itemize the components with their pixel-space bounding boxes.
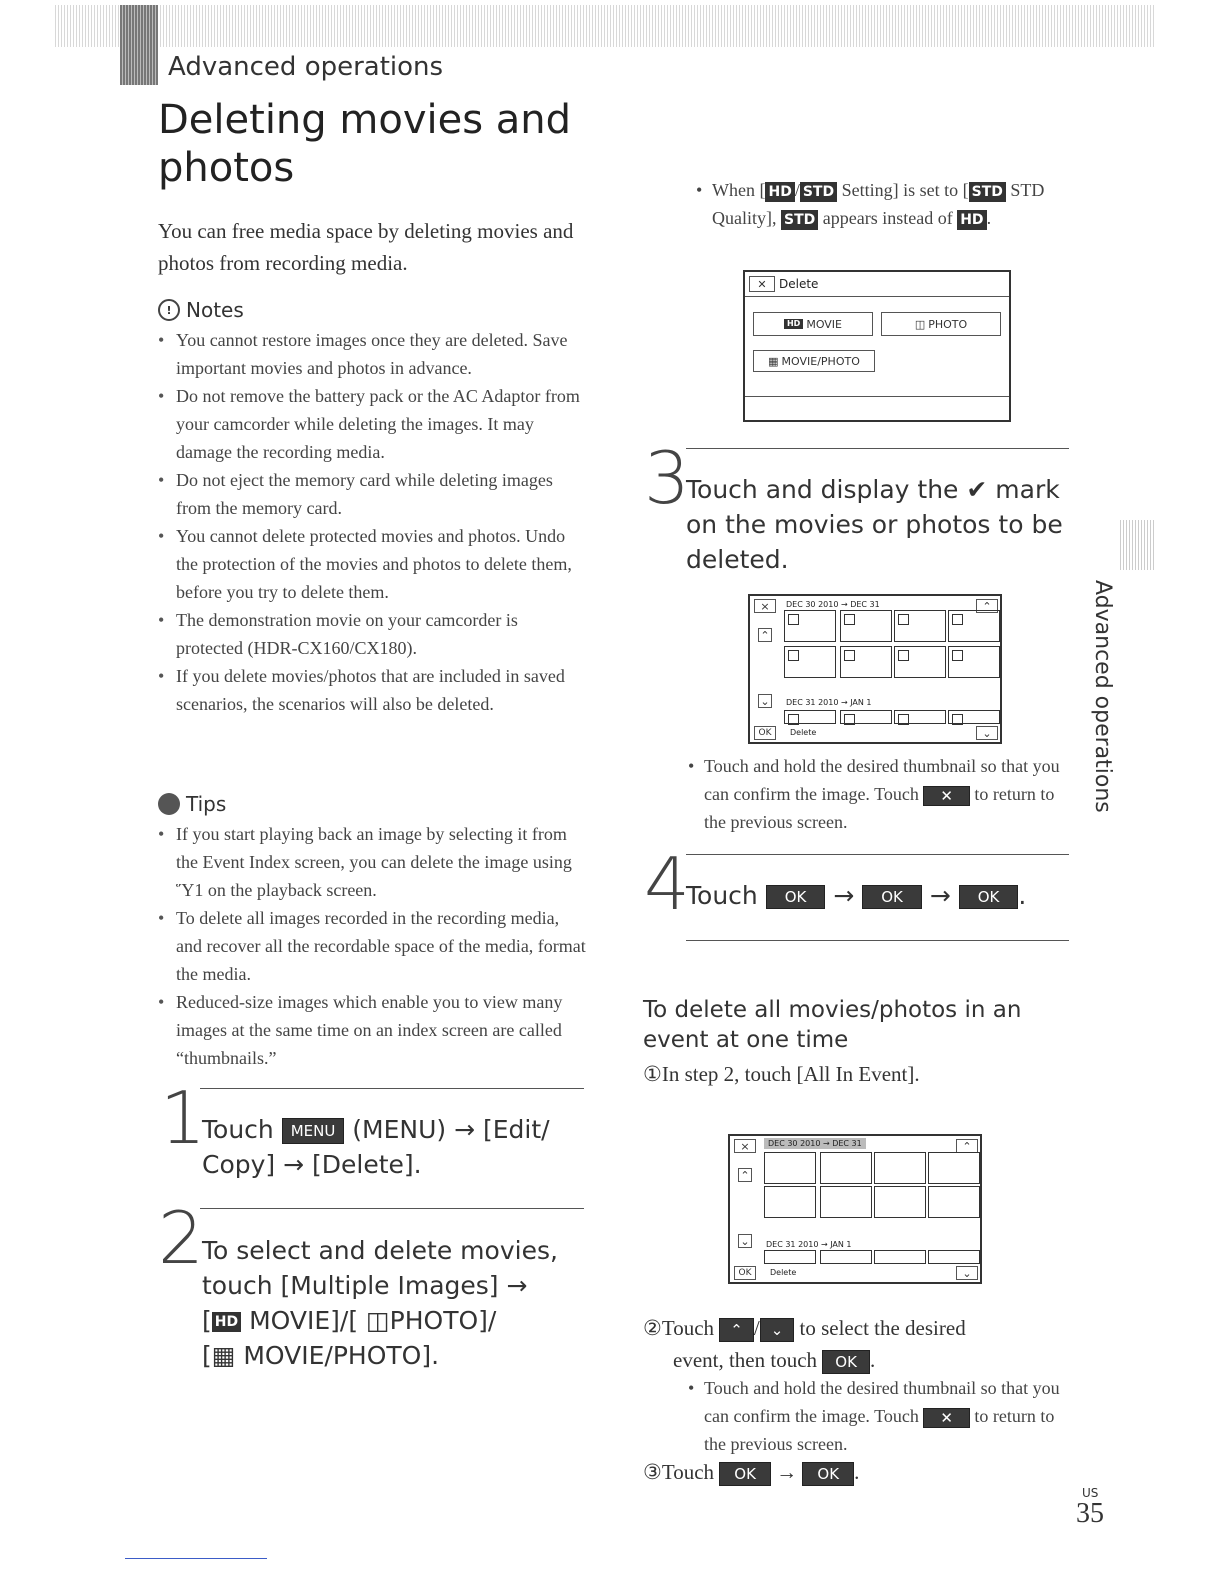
next-event-button[interactable]: ⌄ (738, 1234, 752, 1248)
notes-list (158, 326, 588, 718)
thumbnail[interactable] (948, 646, 1000, 678)
thumbnail[interactable] (894, 610, 946, 642)
header-band (55, 5, 1155, 47)
step4-rule (686, 854, 1069, 855)
page-title: Deleting movies and photos (158, 97, 572, 191)
scroll-up-button[interactable]: ⌃ (976, 599, 998, 613)
delete-label: Delete (790, 728, 817, 737)
footer-line (125, 1558, 267, 1559)
tip-item: • To delete all images recorded in the recording media, and recover all the recordable space of the media, format the media. (158, 904, 588, 988)
thumbnail[interactable] (784, 610, 836, 642)
date-range-1: DEC 30 2010 → DEC 31 (786, 600, 880, 609)
ok-button[interactable]: OK (734, 1266, 756, 1280)
side-tab-marker (1120, 520, 1154, 570)
tip-item: • If you start playing back an image by selecting it from the Event Index screen, you can delete the image using Ὕ1 on the playback screen. (158, 820, 588, 904)
thumbnail (874, 1152, 926, 1184)
event-note-a: Touch and hold the desired thumbnail so that you can confirm the image. Touch (704, 1378, 1060, 1426)
thumbnail (874, 1186, 926, 1218)
arrow: → (833, 881, 855, 910)
side-label-text: Advanced operations (1090, 580, 1115, 813)
tip-item: • Reduced-size images which enable you to view many images at the same time on an index screen are called “thumbnails.” (158, 988, 588, 1072)
step2-text (202, 1233, 592, 1373)
event-step-2-note (688, 1374, 1074, 1458)
step1-rule (200, 1088, 584, 1089)
std-note-f: appears (822, 208, 878, 228)
step2-rule (200, 1208, 584, 1209)
hd-icon: HD (957, 210, 986, 230)
prev-event-button[interactable]: ⌃ (738, 1168, 752, 1182)
event-date-range-1[interactable]: DEC 30 2010 → DEC 31 (764, 1138, 866, 1149)
thumbnail (820, 1250, 872, 1264)
step1-number: 1 (160, 1076, 206, 1160)
slash: / (753, 1316, 760, 1340)
thumbnail[interactable] (784, 646, 836, 678)
ok-button[interactable]: OK (754, 726, 776, 740)
period: . (869, 1348, 876, 1372)
thumbnail (820, 1186, 872, 1218)
photo-icon: ◫ (366, 1306, 390, 1335)
movie-photo-icon: ▦ (768, 354, 779, 368)
step4-end-rule (686, 940, 1069, 941)
std-note-b: / (794, 180, 800, 200)
thumbnail[interactable] (840, 610, 892, 642)
notes-heading-label: Notes (186, 298, 244, 322)
tips-list (158, 820, 588, 1072)
up-button-icon: ⌃ (719, 1318, 754, 1342)
step2-line1: To select and delete movies, (202, 1236, 558, 1265)
thumbnail (928, 1186, 980, 1218)
step2-line3 (202, 1303, 592, 1338)
step1-post: (MENU) → [Edit/ Copy] → [Delete]. (202, 1115, 550, 1179)
note-item: • Do not remove the battery pack or the AC Adaptor from your camcorder while deleting the images. It may damage the recording media. (158, 382, 588, 466)
thumbnail (928, 1152, 980, 1184)
thumbnail (764, 1186, 816, 1218)
close-button[interactable]: ✕ (749, 276, 775, 292)
ok-button-icon: OK (719, 1462, 771, 1486)
close-button-icon: ✕ (923, 786, 970, 806)
std-note-c: Setting] is set to (841, 180, 959, 200)
photo-icon: ◫ (914, 317, 926, 331)
thumbnail[interactable] (840, 646, 892, 678)
std-note-e: STD Quality], (712, 180, 1045, 228)
delete-screen-title: Delete (779, 277, 819, 291)
ok-button-1[interactable]: OK (766, 885, 826, 909)
ok-button-2[interactable]: OK (862, 885, 922, 909)
photo-button[interactable] (881, 312, 1001, 336)
note-item: • If you delete movies/photos that are included in saved scenarios, the scenarios will also be deleted. (158, 662, 588, 718)
delete-screen (743, 270, 1011, 422)
step3-rule (686, 448, 1069, 449)
thumbnail (928, 1250, 980, 1264)
divider (745, 396, 1009, 397)
hd-icon: HD (765, 182, 794, 202)
divider (745, 296, 1009, 297)
thumbnail (764, 1250, 816, 1264)
step1-text (202, 1112, 582, 1182)
movie-photo-button[interactable] (753, 350, 875, 372)
step2-line2: touch [Multiple Images] → (202, 1271, 528, 1300)
step2-line4: [▦ MOVIE/PHOTO]. (202, 1341, 440, 1370)
step3-text: Touch and display the ✔ mark on the movies or photos to be deleted. (686, 475, 1063, 574)
step2-photo: PHOTO]/ (389, 1306, 497, 1335)
arrow: → (776, 1460, 798, 1484)
event-note-b: to return to the previous screen. (704, 1406, 1055, 1454)
thumbnail[interactable] (894, 710, 946, 724)
notes-heading (158, 298, 244, 322)
thumbnail[interactable] (948, 710, 1000, 724)
next-event-button[interactable]: ⌄ (758, 694, 772, 708)
movie-photo-label: MOVIE/PHOTO (781, 354, 860, 368)
ok-button-icon: OK (802, 1462, 854, 1486)
std-note-h: . (986, 208, 992, 228)
tips-heading (158, 792, 226, 816)
thumbnail[interactable] (948, 610, 1000, 642)
delete-screen-header (749, 276, 818, 292)
event-date-range-2: DEC 31 2010 → JAN 1 (766, 1240, 852, 1249)
movie-icon: HD (784, 319, 803, 329)
movie-button[interactable] (753, 312, 873, 336)
std-icon: STD (781, 210, 818, 230)
event-step-2 (643, 1312, 1063, 1376)
bullet: • (696, 180, 703, 200)
step3-number: 3 (644, 436, 690, 520)
note-item: • The demonstration movie on your camcorder is protected (HDR-CX160/CX180). (158, 606, 588, 662)
event-step-2-a: ②Touch (643, 1316, 715, 1340)
menu-button[interactable]: MENU (282, 1118, 345, 1144)
note-item: • Do not eject the memory card while deleting images from the memory card. (158, 466, 588, 522)
ok-button-icon: OK (822, 1350, 870, 1374)
std-note-d: [ (962, 180, 969, 200)
notes-icon: ! (158, 299, 180, 321)
tips-heading-label: Tips (186, 792, 227, 816)
tips-icon (158, 793, 180, 815)
step1-pre: Touch (202, 1115, 274, 1144)
close-button[interactable]: × (734, 1139, 756, 1153)
delete-label: Delete (770, 1268, 797, 1277)
close-button[interactable]: × (754, 599, 776, 613)
event-step-2-c: to select the desired (799, 1316, 966, 1340)
ok-button-3[interactable]: OK (959, 885, 1019, 909)
close-button-icon: ✕ (923, 1408, 970, 1428)
std-note-a: When [ (712, 180, 766, 200)
event-step-2-d: event, then touch (673, 1348, 818, 1372)
period: . (1018, 881, 1027, 910)
std-icon: STD (800, 182, 837, 202)
note-item: • You cannot delete protected movies and photos. Undo the protection of the movies and photos to delete them, before you try to delete them. (158, 522, 588, 606)
thumbnail[interactable] (784, 710, 836, 724)
side-label (1085, 580, 1125, 813)
event-step-2-line2 (643, 1344, 1063, 1376)
step4-pre: Touch (686, 881, 758, 910)
std-icon: STD (969, 182, 1006, 202)
scroll-down-button[interactable]: ⌄ (956, 1266, 978, 1280)
intro-text: You can free media space by deleting movies and photos from recording media. (158, 219, 574, 275)
hd-movie-icon: HD (212, 1312, 241, 1332)
bullet: • (688, 756, 695, 776)
event-step-1: ①In step 2, touch [All In Event]. (643, 1062, 920, 1086)
section-label: Advanced operations (168, 52, 444, 82)
prev-event-button[interactable]: ⌃ (758, 628, 772, 642)
event-section-heading: To delete all movies/photos in an event at one time (643, 997, 1022, 1053)
thumbnail (820, 1152, 872, 1184)
step3-note-a: Touch and hold the desired thumbnail so that you can confirm the image. Touch (704, 756, 1060, 804)
std-note-g: instead of (882, 208, 953, 228)
step2-movie: MOVIE]/[ (249, 1306, 359, 1335)
bullet: • (688, 1378, 695, 1398)
event-step-3 (643, 1460, 859, 1486)
thumbnail[interactable] (894, 646, 946, 678)
note-item: • You cannot restore images once they are deleted. Save important movies and photos in advance. (158, 326, 588, 382)
scroll-down-button[interactable]: ⌄ (976, 726, 998, 740)
header-marker (120, 5, 158, 85)
step4-text (686, 878, 1066, 913)
step3-note (688, 752, 1074, 836)
bracket: [ (202, 1306, 212, 1335)
arrow: → (929, 881, 951, 910)
step2-number: 2 (158, 1196, 204, 1280)
thumbnail (764, 1152, 816, 1184)
scroll-up-button[interactable]: ⌃ (956, 1139, 978, 1153)
event-screen (728, 1134, 982, 1284)
photo-label: PHOTO (928, 317, 968, 331)
event-step-3-a: ③Touch (643, 1460, 715, 1484)
page-region: US (1082, 1486, 1099, 1500)
movie-label: MOVIE (806, 317, 843, 331)
thumbnail[interactable] (840, 710, 892, 724)
index-screen (748, 594, 1002, 744)
period: . (854, 1460, 860, 1484)
down-button-icon: ⌄ (760, 1318, 795, 1342)
step3-note-b: to return to the previous screen. (704, 784, 1055, 832)
std-note (696, 176, 1052, 232)
step4-number: 4 (644, 842, 690, 926)
page-number: 35 (1076, 1498, 1104, 1529)
date-range-2: DEC 31 2010 → JAN 1 (786, 698, 872, 707)
thumbnail (874, 1250, 926, 1264)
